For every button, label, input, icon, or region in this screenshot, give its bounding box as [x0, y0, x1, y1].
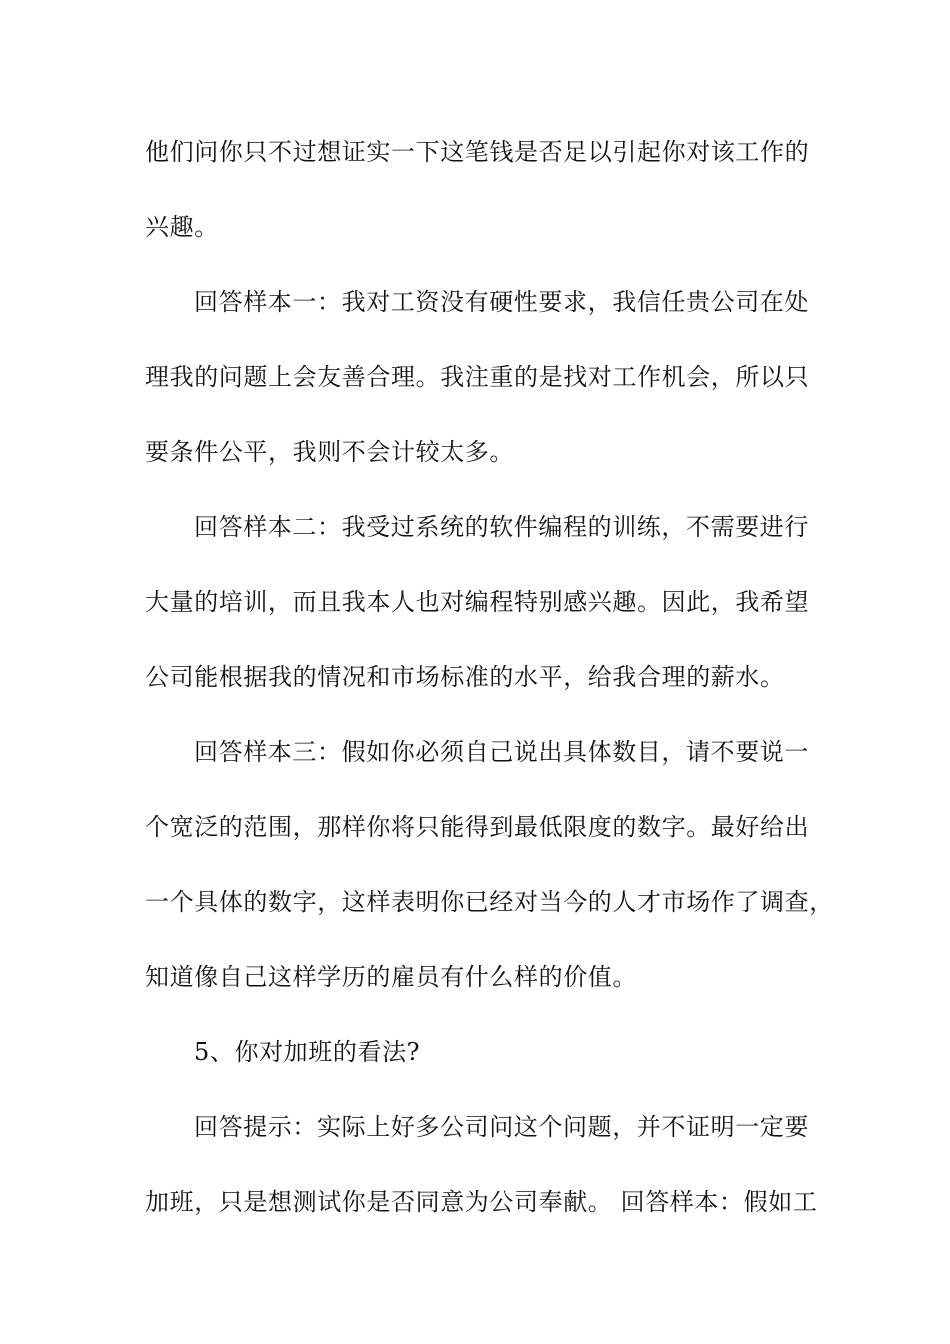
question-heading: 5、你对加班的看法? [194, 1038, 421, 1066]
paragraph-line: 知道像自己这样学历的雇员有什么样的价值。 [145, 963, 637, 991]
paragraph-line: 大量的培训，而且我本人也对编程特别感兴趣。因此，我希望 [145, 588, 810, 616]
paragraph-line: 理我的问题上会友善合理。我注重的是找对工作机会，所以只 [145, 363, 810, 391]
paragraph-line: 他们问你只不过想证实一下这笔钱是否足以引起你对该工作的 [145, 138, 810, 166]
paragraph-line: 回答样本一：我对工资没有硬性要求，我信任贵公司在处 [194, 288, 809, 316]
paragraph-line: 要条件公平，我则不会计较太多。 [145, 438, 514, 466]
paragraph-line: 个宽泛的范围，那样你将只能得到最低限度的数字。最好给出 [145, 813, 810, 841]
paragraph-line: 回答样本三：假如你必须自己说出具体数目，请不要说一 [194, 738, 809, 766]
paragraph-line: 一个具体的数字，这样表明你已经对当今的人才市场作了调查， [145, 888, 834, 916]
paragraph-line: 回答样本二：我受过系统的软件编程的训练，不需要进行 [194, 513, 809, 541]
paragraph-line: 兴趣。 [145, 213, 219, 241]
paragraph-line: 加班，只是想测试你是否同意为公司奉献。 回答样本：假如工 [145, 1188, 818, 1216]
paragraph-line: 公司能根据我的情况和市场标准的水平，给我合理的薪水。 [145, 663, 785, 691]
paragraph-line: 回答提示：实际上好多公司问这个问题，并不证明一定要 [194, 1113, 809, 1141]
